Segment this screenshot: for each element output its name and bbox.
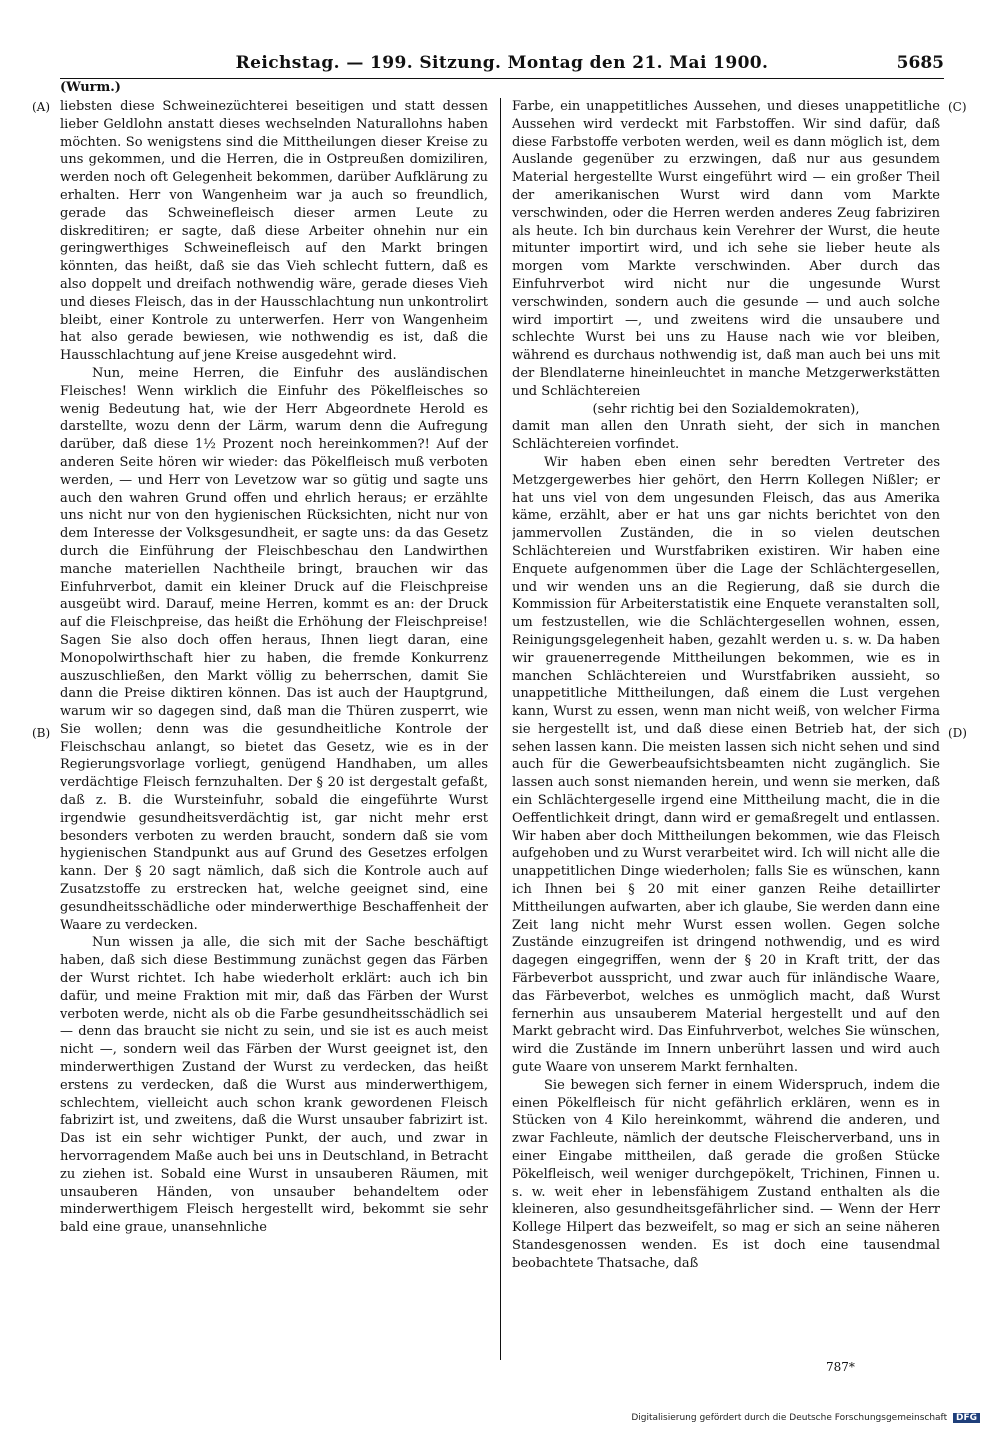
paragraph: liebsten diese Schweinezüchterei beseitigen und statt dessen lieber Geldlohn anstatt dieses wechselnden Naturallohns haben möchten. So wenigstens sind die Mittheilungen dieser Kreise zu uns gekommen, und die Herren, die in Ostpreußen domiziliren, werden noch oft Gelegenheit bekommen, darüber Aufklärung zu erhalten. Herr von Wangenheim war ja auch so freundlich, gerade das Schweinefleisch dieser armen Leute zu diskreditiren; er sagte, daß diese Arbeiter ohnehin nur ein geringwerthiges Schweinefleisch auf den Markt bringen könnten, das heißt, daß sie das Vieh schlecht futtern, daß es also doppelt und dreifach nothwendig wäre, gerade dieses Vieh und dieses Fleisch, das in der Hausschlachtung nun unkontrolirt bleibt, einer Kontrole zu unterwerfen. Herr von Wangenheim hat also gerade bewiesen, wie nothwendig es ist, daß die Hausschlachtung auf jene Kreise ausgedehnt wird. [60,99,488,364]
paragraph: Sie bewegen sich ferner in einem Widerspruch, indem die einen Pökelfleisch für nicht gefährlich erklären, wenn es in Stücken von 4 Kilo hereinkommt, während die anderen, und zwar Fachleute, nämlich der deutsche Fleischerverband, uns in einer Eingabe mittheilen, daß gerade die großen Stücke Pökelfleisch, weil weniger durchgepökelt, Trichinen, Finnen u. s. w. weit eher in lebensfähigem Zustand enthalten als die kleineren, also gesundheitsgefährlicher sind. — Wenn der Herr Kollege Hilpert das bezweifelt, so mag er sich an seine näheren Standesgenossen wenden. Es ist doch eine tausendmal beobachtete Thatsache, daß [512,1077,940,1271]
header-rule [60,78,944,79]
dfg-logo: DFG [953,1413,980,1423]
sheet-signature: 787* [826,1360,855,1374]
credit-text: Digitalisierung gefördert durch die Deutsche Forschungsgemeinschaft [631,1413,948,1423]
running-header [60,50,944,76]
column-divider [500,98,501,1360]
paragraph: damit man allen den Unrath sieht, der sich in manchen Schlächtereien vorfindet. [512,419,940,453]
margin-marker-c: (C) [948,100,967,114]
paragraph: Wir haben eben einen sehr beredten Vertreter des Metzgergewerbes hier gehört, den Herrn Kollegen Nißler; er hat uns viel von dem ungesunden Fleisch, das aus Amerika käme, erzählt, aber er hat uns gar nichts berichtet von den jammervollen Zuständen, die in so vielen deutschen Schlächtereien und Wurstfabriken existiren. Wir haben eine Enquete aufgenommen über die Lage der Schlächtergesellen, und wir wenden uns an die Regierung, daß sie durch die Kommission für Arbeiterstatistik eine Enquete veranstalten soll, um festzustellen, wie die Schlächtergesellen wohnen, essen, Reinigungsgelegenheit haben, gezahlt werden u. s. w. Da haben wir grauenerregende Mittheilungen bekommen, wie es in manchen Schlächtereien und Wurstfabriken aussieht, so unappetitliche Mittheilungen, daß einem die Lust vergehen kann, Wurst zu essen, wenn man nicht weiß, von welcher Firma sie hergestellt ist, und daß diese einen Betrieb hat, der sich sehen lassen kann. Die meisten lassen sich nicht sehen und sind auch für die Gewerbeaufsichtsbeamten nicht zugänglich. Sie lassen auch sonst niemanden herein, und wenn sie merken, daß ein Schlächtergeselle irgend eine Mittheilung macht, die in die Oeffentlichkeit dringt, dann wird er gemaßregelt und entlassen. Wir haben aber doch Mittheilungen bekommen, wie das Fleisch aufgehoben und zu Wurst verarbeitet wird. Ich will nicht alle die unappetitlichen Dinge wiederholen; falls Sie es wünschen, kann ich Ihnen bei § 20 mit einer ganzen Reihe detaillirter Mittheilungen aufwarten, aber ich glaube, Sie werden dann eine Zeit lang nicht mehr Wurst essen wollen. Gegen solche Zustände einzugreifen ist dringend nothwendig, und es wird dagegen eingegriffen, wenn der § 20 in Kraft tritt, der das Färbeverbot ausspricht, und zwar auch für inländische Waare, das Färbeverbot, welches es unmöglich macht, daß Wurst fernerhin aus unsauberem Material hergestellt und auf den Markt gebracht wird. Das Einfuhrverbot, welches Sie wünschen, wird die Zustände im Innern unberührt lassen und wird auch gute Waare von unserem Markt fernhalten. [512,454,940,1076]
interjection: (sehr richtig bei den Sozialdemokraten), [592,401,860,417]
right-column [512,98,940,1356]
margin-marker-d: (D) [948,726,967,740]
digitization-credit [631,1413,980,1423]
page-number: 5685 [896,53,944,73]
header-title: Reichstag. — 199. Sitzung. Montag den 21. Mai 1900. [235,53,769,73]
paragraph: Nun wissen ja alle, die sich mit der Sache beschäftigt haben, daß sich diese Bestimmung zunächst gegen das Färben der Wurst richtet. Ich habe wiederholt erklärt: auch ich bin dafür, und meine Fraktion mit mir, daß das Färben der Wurst verboten werde, nicht als ob die Farbe gesundheitsschädlich sei — denn das braucht sie nicht zu sein, und sie ist es auch meist nicht —, sondern weil das Färben der Wurst geeignet ist, den minderwerthigen Zustand der Wurst zu verdecken, das heißt erstens zu verdecken, daß die Wurst aus minderwerthigem, schlechtem, vielleicht auch schon krank gewordenen Fleisch fabrizirt ist, und zweitens, daß die Wurst unsauber fabrizirt ist. Das ist ein sehr wichtiger Punkt, der auch, und zwar in hervorragendem Maße auch bei uns in Deutschland, in Betracht zu ziehen ist. Sobald eine Wurst in unsauberen Räumen, mit unsauberen Händen, von unsauber behandeltem oder minderwerthigem Fleisch hergestellt wird, bekommt sie sehr bald eine graue, unansehnliche [60,935,488,1236]
speaker-label: (Wurm.) [60,80,121,95]
paragraph: Nun, meine Herren, die Einfuhr des ausländischen Fleisches! Wenn wirklich die Einfuhr des Pökelfleisches so wenig Bedeutung hat, wie der Herr Abgeordnete Herold es darstellte, wozu denn der Lärm, warum denn die Aufregung darüber, daß diese 1½ Prozent noch hereinkommen?! Auf der anderen Seite hören wir wieder: das Pökelfleisch muß verboten werden, — und Herr von Levetzow war so gütig und sagte uns auch den wahren Grund offen und ehrlich heraus; er erzählte uns nicht nur von den hygienischen Rücksichten, nicht nur von dem Interesse der Volksgesundheit, er sagte uns: da das Gesetz durch die Einführung der Fleischbeschau den Landwirthen manche materiellen Nachtheile bringt, brauchen wir das Einfuhrverbot, damit ein kleiner Druck auf die Fleischpreise ausgeübt wird. Darauf, meine Herren, kommt es an: der Druck auf die Fleischpreise, das heißt die Erhöhung der Fleischpreise! Sagen Sie also doch offen heraus, Ihnen liegt daran, eine Monopolwirthschaft hier zu haben, die fremde Konkurrenz auszuschließen, den Markt völlig zu beherrschen, damit Sie dann die Preise diktiren können. Das ist auch der Hauptgrund, warum wir so dagegen sind, daß man die Thüren zusperrt, wie Sie wollen; denn was die gesundheitliche Kontrole der Fleischschau anlangt, so bietet das Gesetz, wie es in der Regierungsvorlage vorliegt, genügend Handhaben, um alles verdächtige Fleisch fernzuhalten. Der § 20 ist dergestalt gefaßt, daß z. B. die Wursteinfuhr, sobald die eingeführte Wurst irgendwie gesundheitsverdächtig ist, gar nicht mehr erst besonders verboten zu werden braucht, sondern daß sie vom hygienischen Standpunkt aus auf Grund des Gesetzes erfolgen kann. Der § 20 sagt nämlich, daß sich die Kontrole auch auf Zusatzstoffe zu erstrecken hat, welche geeignet sind, eine gesundheitsschädliche oder minderwerthige Beschaffenheit der Waare zu verdecken. [60,365,488,933]
left-column [60,98,488,1356]
paragraph: Farbe, ein unappetitliches Aussehen, und dieses unappetitliche Aussehen wird verdeckt mit Farbstoffen. Wir sind dafür, daß diese Farbstoffe verboten werden, weil es dann möglich ist, dem Auslande gegenüber zu erzwingen, daß nur aus gesundem Material hergestellte Wurst eingeführt wird — ein großer Theil der amerikanischen Wurst wird dann vom Markte verschwinden, oder die Herren werden anderes Zeug fabriziren als heute. Ich bin durchaus kein Verehrer der Wurst, die heute mitunter importirt wird, und ich sehe sie lieber heute als morgen vom Markte verschwinden. Aber durch das Einfuhrverbot wird nicht nur die ungesunde Wurst verschwinden, sondern auch die gesunde — und auch solche wird importirt —, und zweitens wird die unsaubere und schlechte Wurst bei uns zu Hause nach wie vor bleiben, während es durchaus nothwendig ist, daß man auch bei uns mit der Blendlaterne hineinleuchtet in manche Metzgerwerkstätten und Schlächtereien [512,99,940,399]
margin-marker-b: (B) [32,726,51,740]
margin-marker-a: (A) [32,100,51,114]
